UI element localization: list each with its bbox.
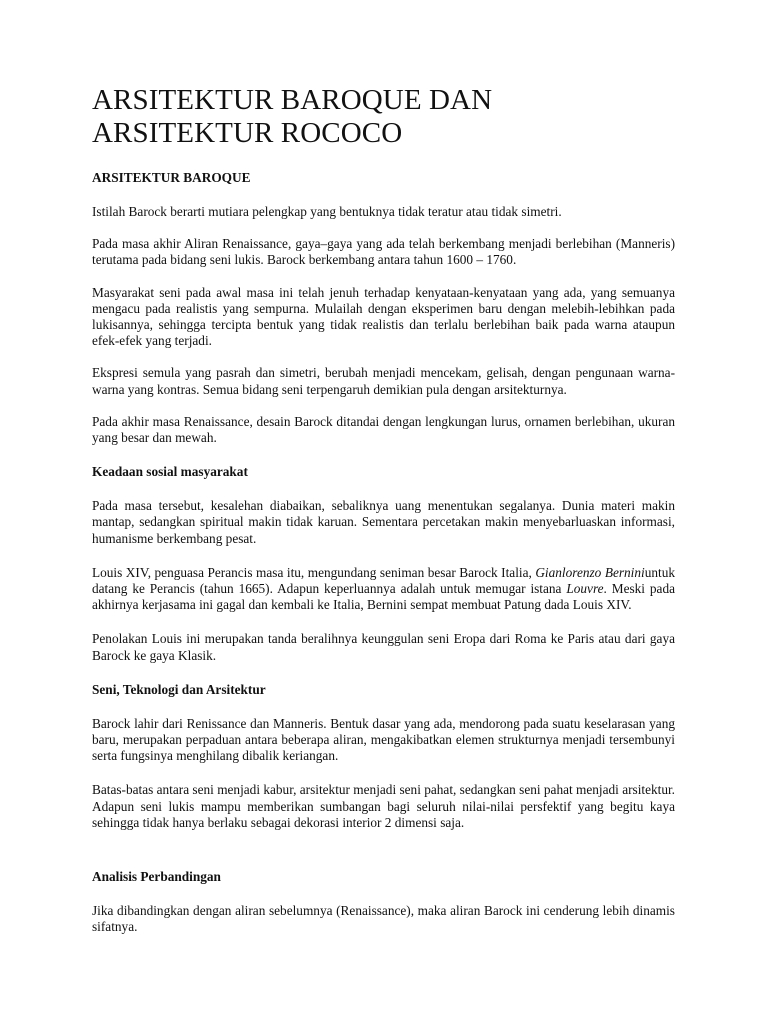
paragraph-10: Batas-batas antara seni menjadi kabur, arsitektur menjadi seni pahat, sedangkan seni pahat menjadi arsitektur. Adapun seni lukis mampu memberikan sumbangan bagi seluruh nilai-nilai persfektif yang begitu kaya sehingga tidak hanya berlaku sebagai dekorasi interior 2 dimensi saja. [92, 782, 675, 830]
paragraph-7 [92, 565, 675, 614]
paragraph-7-part-e: . Meski pada akhirnya kerjasama ini gagal dan kembali ke Italia, Bernini sempat membuat Patung dada Louis XIV. [92, 581, 675, 613]
document-title [92, 84, 675, 150]
section-heading-analysis: Analisis Perbandingan [92, 869, 221, 885]
paragraph-7-italic-bernini: Gianlorenzo Bernini [535, 564, 645, 580]
title-line-2: ARSITEKTUR ROCOCO [92, 117, 403, 149]
section-heading-art-tech: Seni, Teknologi dan Arsitektur [92, 681, 266, 697]
paragraph-9: Barock lahir dari Renissance dan Manneris. Bentuk dasar yang ada, mendorong pada suatu keselarasan yang baru, merupakan perpaduan antara beberapa aliran, mengakibatkan elemen strukturnya menjadi tersembunyi serta fungsinya menghilang dibalik keriangan. [92, 715, 675, 764]
paragraph-11: Jika dibandingkan dengan aliran sebelumnya (Renaissance), maka aliran Barock ini cenderung lebih dinamis sifatnya. [92, 903, 675, 935]
paragraph-7-italic-louvre: Louvre [566, 581, 604, 597]
title-line-1: ARSITEKTUR BAROQUE DAN [92, 84, 493, 116]
section-heading-baroque: ARSITEKTUR BAROQUE [92, 170, 251, 185]
paragraph-5: Pada akhir masa Renaissance, desain Barock ditandai dengan lengkungan lurus, ornamen berlebihan, ukuran yang besar dan mewah. [92, 413, 675, 446]
paragraph-7-part-a: Louis XIV, penguasa Perancis masa itu, mengundang seniman besar Barock Italia, [92, 564, 536, 580]
section-heading-social: Keadaan sosial masyarakat [92, 464, 248, 480]
paragraph-4: Ekspresi semula yang pasrah dan simetri, berubah menjadi mencekam, gelisah, dengan pengunaan warna-warna yang kontras. Semua bidang seni terpengaruh demikian pula dengan arsitekturnya. [92, 365, 675, 397]
paragraph-3: Masyarakat seni pada awal masa ini telah jenuh terhadap kenyataan-kenyataan yang ada, yang semuanya mengacu pada realistis yang sempurna. Mulailah dengan eksperimen baru dengan melebih-lebihkan pada lukisannya, sehingga tercipta bentuk yang tidak realistis dan terlalu berlebihan baik pada warna ataupun efek-efek yang terjadi. [92, 284, 675, 349]
paragraph-6: Pada masa tersebut, kesalehan diabaikan, sebaliknya uang menentukan segalanya. Dunia materi makin mantap, sedangkan spiritual makin tidak karuan. Sementara percetakan makin menyebarluaskan informasi, humanisme berkembang pesat. [92, 498, 675, 546]
document-content [92, 84, 675, 935]
paragraph-8: Penolakan Louis ini merupakan tanda beralihnya keunggulan seni Eropa dari Roma ke Paris atau dari gaya Barock ke gaya Klasik. [92, 631, 675, 663]
paragraph-7-part-c: untuk datang ke Perancis (tahun 1665). Adapun keperluannya adalah untuk memugar istana [92, 564, 676, 597]
paragraph-1: Istilah Barock berarti mutiara pelengkap yang bentuknya tidak teratur atau tidak simetri. [92, 204, 562, 219]
paragraph-2: Pada masa akhir Aliran Renaissance, gaya–gaya yang ada telah berkembang menjadi berlebihan (Manneris) terutama pada bidang seni lukis. Barock berkembang antara tahun 1600 – 1760. [92, 236, 675, 268]
